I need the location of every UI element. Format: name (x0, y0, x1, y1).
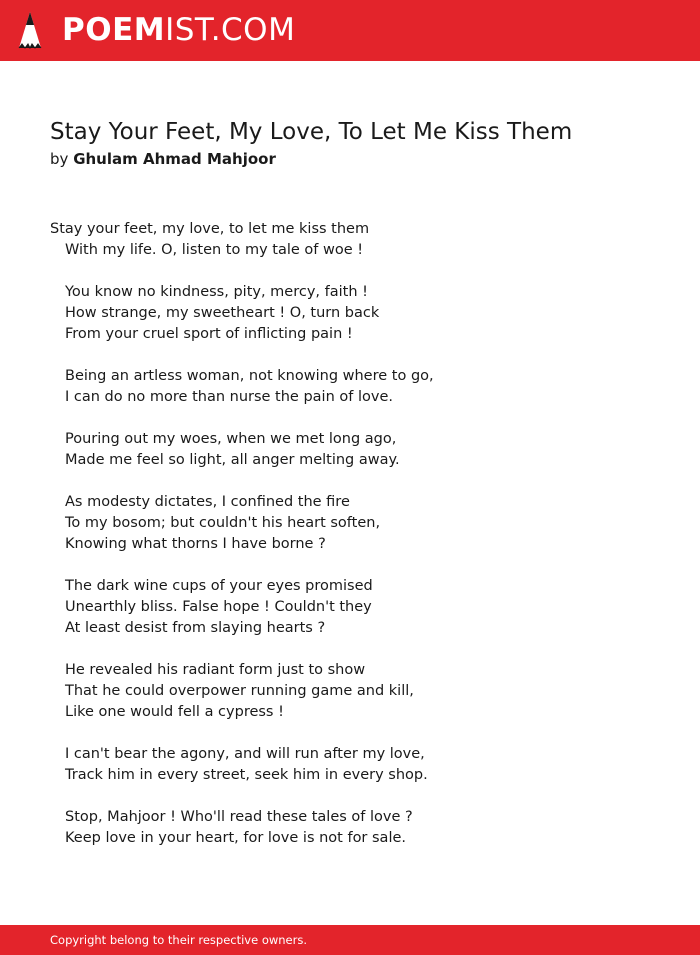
by-label: by (50, 150, 69, 168)
stanza-break (50, 639, 650, 660)
poem-line: Like one would fell a cypress ! (65, 704, 284, 720)
stanza-break (50, 555, 650, 576)
stanza-break (50, 408, 650, 429)
poem-line: He revealed his radiant form just to show (65, 662, 366, 678)
site-footer (0, 925, 700, 955)
stanza-break (50, 261, 650, 282)
poem-line: With my life. O, listen to my tale of woe ! (65, 242, 364, 258)
brand-light: IST.COM (165, 12, 296, 48)
brand-bold: POEM (62, 12, 166, 48)
poem-line: Pouring out my woes, when we met long ago, (65, 431, 397, 447)
author-name: Ghulam Ahmad Mahjoor (73, 150, 276, 168)
poem-line: From your cruel sport of inflicting pain ! (65, 326, 353, 342)
poem-line: How strange, my sweetheart ! O, turn back (65, 305, 380, 321)
poem-line: Stop, Mahjoor ! Who'll read these tales of love ? (65, 809, 413, 825)
poem-line: That he could overpower running game and kill, (65, 683, 414, 699)
site-logo-text[interactable] (62, 12, 295, 48)
poem-line: Track him in every street, seek him in every shop. (65, 767, 428, 783)
poem-line: Unearthly bliss. False hope ! Couldn't they (65, 599, 372, 615)
poem-line: You know no kindness, pity, mercy, faith ! (65, 284, 368, 300)
site-header (0, 0, 700, 61)
byline (50, 149, 276, 169)
pen-nib-icon[interactable] (18, 10, 42, 50)
poem-body (50, 219, 650, 849)
poem-line: I can do no more than nurse the pain of love. (65, 389, 393, 405)
copyright-text: Copyright belong to their respective owners. (50, 933, 308, 947)
poem-line: Made me feel so light, all anger melting away. (65, 452, 400, 468)
poem-line: Stay your feet, my love, to let me kiss them (50, 221, 370, 237)
poem-line: Being an artless woman, not knowing where to go, (65, 368, 434, 384)
poem-line: To my bosom; but couldn't his heart soften, (65, 515, 381, 531)
poem-line: As modesty dictates, I confined the fire (65, 494, 350, 510)
poem-line: Keep love in your heart, for love is not for sale. (65, 830, 407, 846)
stanza-break (50, 786, 650, 807)
poem-title: Stay Your Feet, My Love, To Let Me Kiss Them (50, 119, 573, 145)
poem-line: At least desist from slaying hearts ? (65, 620, 326, 636)
stanza-break (50, 471, 650, 492)
poem-line: Knowing what thorns I have borne ? (65, 536, 326, 552)
stanza-break (50, 345, 650, 366)
stanza-break (50, 723, 650, 744)
poem-line: I can't bear the agony, and will run after my love, (65, 746, 425, 762)
poem-line: The dark wine cups of your eyes promised (65, 578, 373, 594)
